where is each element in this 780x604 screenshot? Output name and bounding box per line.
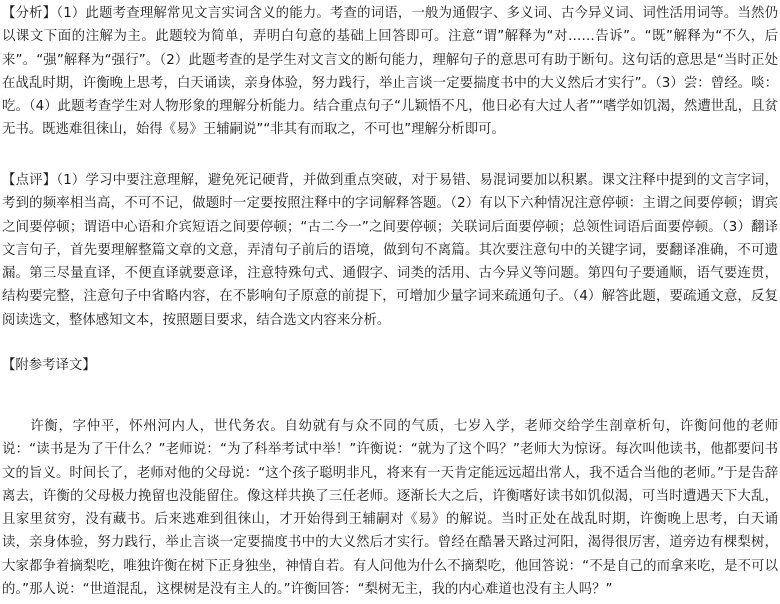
translation-paragraph: 许衡，字仲平，怀州河内人，世代务农。自幼就有与众不同的气质，七岁入学，老师交给学生剖章析句，许衡问他的老师说：“读书是为了干什么？”老师说：“为了科举考试中举！”许衡说：“就为了这个吗？”老师大为惊讶。每次叫他读书，他都要问书文的旨义。时间长了，老师对他的父母说：“这个孩子聪明非凡，将来有一天肯定能远远超出常人，我不适合当他的老师。”于是告辞离去，许衡的父母极力挽留也没能留住。像这样共换了三任老师。逐渐长大之后，许衡嗜好读书如饥似渴，可当时遭遇天下大乱，且家里贫穷，没有藏书。后来逃难到徂徕山，才开始得到王辅嗣对《易》的解说。当时正处在战乱时期，许衡晚上思考，白天诵读，亲身体验，努力践行，举止言谈一定要揣度书中的大义然后才实行。曾经在酷暑天路过河阳，渴得很厉害，道旁边有棵梨树，大家都争着摘梨吃，唯独许衡在树下正身独坐，神情自若。有人问他为什么不摘梨吃，他回答说：“不是自己的而拿来吃，是不可以的。”那人说：“世道混乱，这棵树是没有主人的。”许衡回答：“梨树无主，我的内心难道也没有主人吗？” — [2, 419, 778, 598]
comment-text: （1）学习中要注意理解，避免死记硬背，并做到重点突破，对于易错、易混词要加以积累。课文注释中提到的文言字词，考到的频率相当高，不可不记，做题时一定要按照注释中的字词解释答题。（2）有以下六种情况注意停顿：主谓之间要停顿；谓宾之间要停顿；谓语中心语和介宾短语之间要停顿；“古二今一”之间要停顿；关联词后面要停顿；总领性词语后面要停顿。（3）翻译文言句子，首先要理解整篇文章的文意，弄清句子前后的语境，做到句不离篇。其次要注意句中的关键字词，要翻译准确，不可遗漏。第三尽量直译，不便直译就要意译，注意特殊句式、通假字、词类的活用、古今异义等问题。第四句子要通顺，语气要连贯，结构要完整，注意句子中省略内容，在不影响句子原意的前提下，可增加少量字词来疏通句子。（4）解答此题，要疏通文意，反复阅读选文，整体感知文本，按照题目要求，结合选文内容来分析。 — [2, 173, 778, 328]
translation-heading: 【附参考译文】 — [2, 358, 96, 373]
analysis-text: （1）此题考查理解常见文言实词含义的能力。考查的词语，一般为通假字、多义词、古今异义词、词性活用词等。当然仍以课文下面的注解为主。此题较为简单，弄明白句意的基础上回答即可。注意“谓”解释为“对……告诉”。“既”解释为“不久，后来”。“强”解释为“强行”。（2）此题考查的是学生对文言文的断句能力，理解句子的意思可有助于断句。这句话的意思是“当时正处在战乱时期，许衡晚上思考，白天诵读，亲身体验，努力践行，举止言谈一定要揣度书中的大义然后才实行”。（3）尝：曾经。啖：吃。（4）此题考查学生对人物形象的理解分析能力。结合重点句子“儿颖悟不凡，他日必有大过人者”“嗜学如饥渴，然遭世乱，且贫无书。既逃难徂徕山，始得《易》王辅嗣说”“非其有而取之，不可也”理解分析即可。 — [2, 6, 778, 138]
comment-paragraph — [2, 169, 778, 332]
analysis-label: 【分析】 — [2, 6, 57, 21]
analysis-paragraph — [2, 2, 778, 142]
comment-label: 【点评】 — [2, 173, 57, 188]
